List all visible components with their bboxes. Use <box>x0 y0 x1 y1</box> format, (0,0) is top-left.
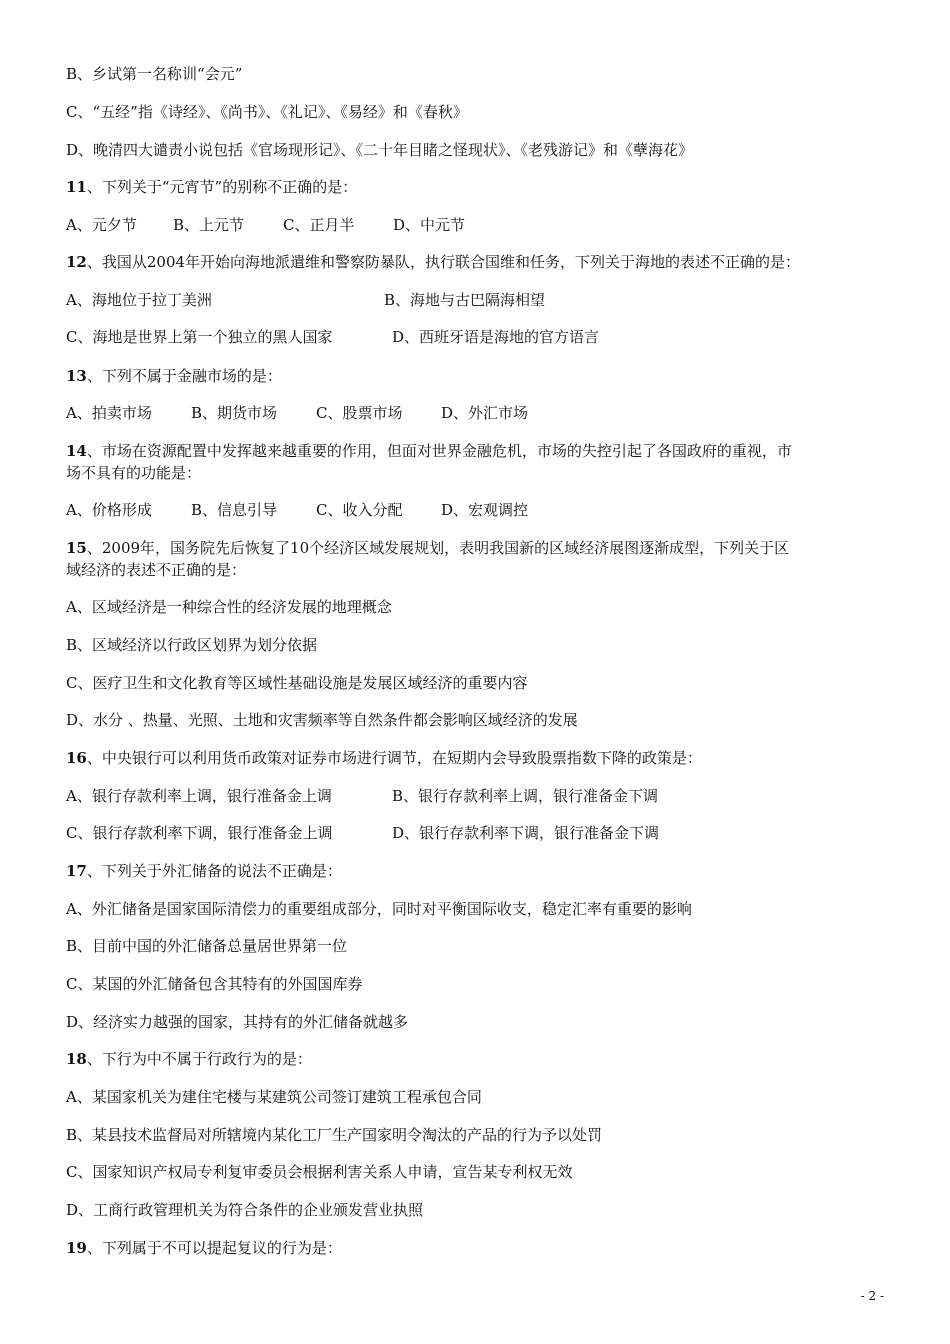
option: A、银行存款利率上调，银行准备金上调 <box>66 787 332 805</box>
option: A、外汇储备是国家国际清偿力的重要组成部分，同时对平衡国际收支，稳定汇率有重要的影响 <box>66 900 692 918</box>
option: B、上元节 <box>173 216 245 234</box>
option: C、医疗卫生和文化教育等区域性基础设施是发展区域经济的重要内容 <box>66 674 528 692</box>
question-14-continued: 场不具有的功能是： <box>66 464 202 482</box>
option: C、海地是世界上第一个独立的黑人国家 <box>66 328 333 346</box>
question-19 <box>66 1238 342 1258</box>
option: B、某县技术监督局对所辖境内某化工厂生产国家明令淘汰的产品的行为予以处罚 <box>66 1126 603 1144</box>
option-line: C、“五经”指《诗经》、《尚书》、《礼记》、《易经》和《春秋》 <box>66 103 468 121</box>
option: D、西班牙语是海地的官方语言 <box>392 328 600 346</box>
question-12 <box>66 252 800 272</box>
question-number: 17 <box>66 862 87 880</box>
question-number: 11 <box>66 178 87 196</box>
question-text: 、下列不属于金融市场的是： <box>86 367 282 385</box>
option: D、银行存款利率下调，银行准备金下调 <box>392 824 660 842</box>
option: A、价格形成 <box>66 501 152 519</box>
question-text: 、我国从2004年开始向海地派遣维和警察防暴队，执行联合国维和任务，下列关于海地的表述不正确的是： <box>86 253 801 271</box>
question-number: 12 <box>66 253 87 271</box>
question-11 <box>66 177 357 197</box>
question-13 <box>66 366 282 386</box>
question-15 <box>66 538 789 558</box>
option: A、某国家机关为建住宅楼与某建筑公司签订建筑工程承包合同 <box>66 1088 482 1106</box>
question-16 <box>66 748 702 768</box>
question-16-options-row2 <box>66 823 659 843</box>
option: C、收入分配 <box>316 501 403 519</box>
option: D、外汇市场 <box>441 404 529 422</box>
option: B、目前中国的外汇储备总量居世界第一位 <box>66 937 348 955</box>
question-14-options <box>66 500 528 520</box>
question-text: 、下行为中不属于行政行为的是： <box>86 1050 312 1068</box>
question-12-options-row2 <box>66 327 599 347</box>
option: B、银行存款利率上调，银行准备金下调 <box>392 787 659 805</box>
question-number: 18 <box>66 1050 87 1068</box>
option: C、正月半 <box>283 216 355 234</box>
option: D、经济实力越强的国家，其持有的外汇储备就越多 <box>66 1013 409 1031</box>
question-text: 、2009年，国务院先后恢复了10个经济区域发展规划，表明我国新的区域经济展图逐渐成型，下列关于区 <box>86 539 790 557</box>
option: C、国家知识产权局专利复审委员会根据利害关系人申请，宣告某专利权无效 <box>66 1163 573 1181</box>
question-11-options <box>66 215 465 235</box>
option: D、宏观调控 <box>441 501 529 519</box>
option: D、水分 、热量、光照、土地和灾害频率等自然条件都会影响区域经济的发展 <box>66 711 578 729</box>
question-14 <box>66 441 792 461</box>
option: A、区域经济是一种综合性的经济发展的地理概念 <box>66 598 392 616</box>
question-number: 15 <box>66 539 87 557</box>
question-16-options-row1 <box>66 786 658 806</box>
option: B、期货市场 <box>191 404 278 422</box>
option: C、银行存款利率下调，银行准备金上调 <box>66 824 333 842</box>
question-text: 、下列属于不可以提起复议的行为是： <box>86 1239 342 1257</box>
option: C、股票市场 <box>316 404 403 422</box>
question-number: 13 <box>66 367 87 385</box>
option: D、工商行政管理机关为符合条件的企业颁发营业执照 <box>66 1201 424 1219</box>
option: A、元夕节 <box>66 216 137 234</box>
question-number: 14 <box>66 442 87 460</box>
question-13-options <box>66 403 528 423</box>
page-number: - 2 - <box>860 1289 884 1303</box>
question-text: 、中央银行可以利用货币政策对证券市场进行调节，在短期内会导致股票指数下降的政策是： <box>86 749 702 767</box>
option: B、区域经济以行政区划界为划分依据 <box>66 636 318 654</box>
question-17 <box>66 861 342 881</box>
option: D、中元节 <box>393 216 466 234</box>
option: A、拍卖市场 <box>66 404 152 422</box>
option: B、信息引导 <box>191 501 278 519</box>
question-text: 、市场在资源配置中发挥越来越重要的作用，但面对世界金融危机，市场的失控引起了各国政府的重视，市 <box>86 442 792 460</box>
option: B、海地与古巴隔海相望 <box>384 291 546 309</box>
question-18 <box>66 1049 312 1069</box>
question-text: 、下列关于外汇储备的说法不正确是： <box>86 862 342 880</box>
question-text: 、下列关于“元宵节”的别称不正确的是： <box>86 178 358 196</box>
option: C、某国的外汇储备包含其特有的外国国库券 <box>66 975 363 993</box>
question-15-continued: 域经济的表述不正确的是： <box>66 561 247 579</box>
question-12-options-row1 <box>66 290 545 310</box>
option-line: B、乡试第一名称训“会元” <box>66 65 243 83</box>
option-line: D、晚清四大谴责小说包括《官场现形记》、《二十年目睹之怪现状》、《老残游记》和《孽海花》 <box>66 141 694 159</box>
option: A、海地位于拉丁美洲 <box>66 291 212 309</box>
question-number: 16 <box>66 749 87 767</box>
question-number: 19 <box>66 1239 87 1257</box>
